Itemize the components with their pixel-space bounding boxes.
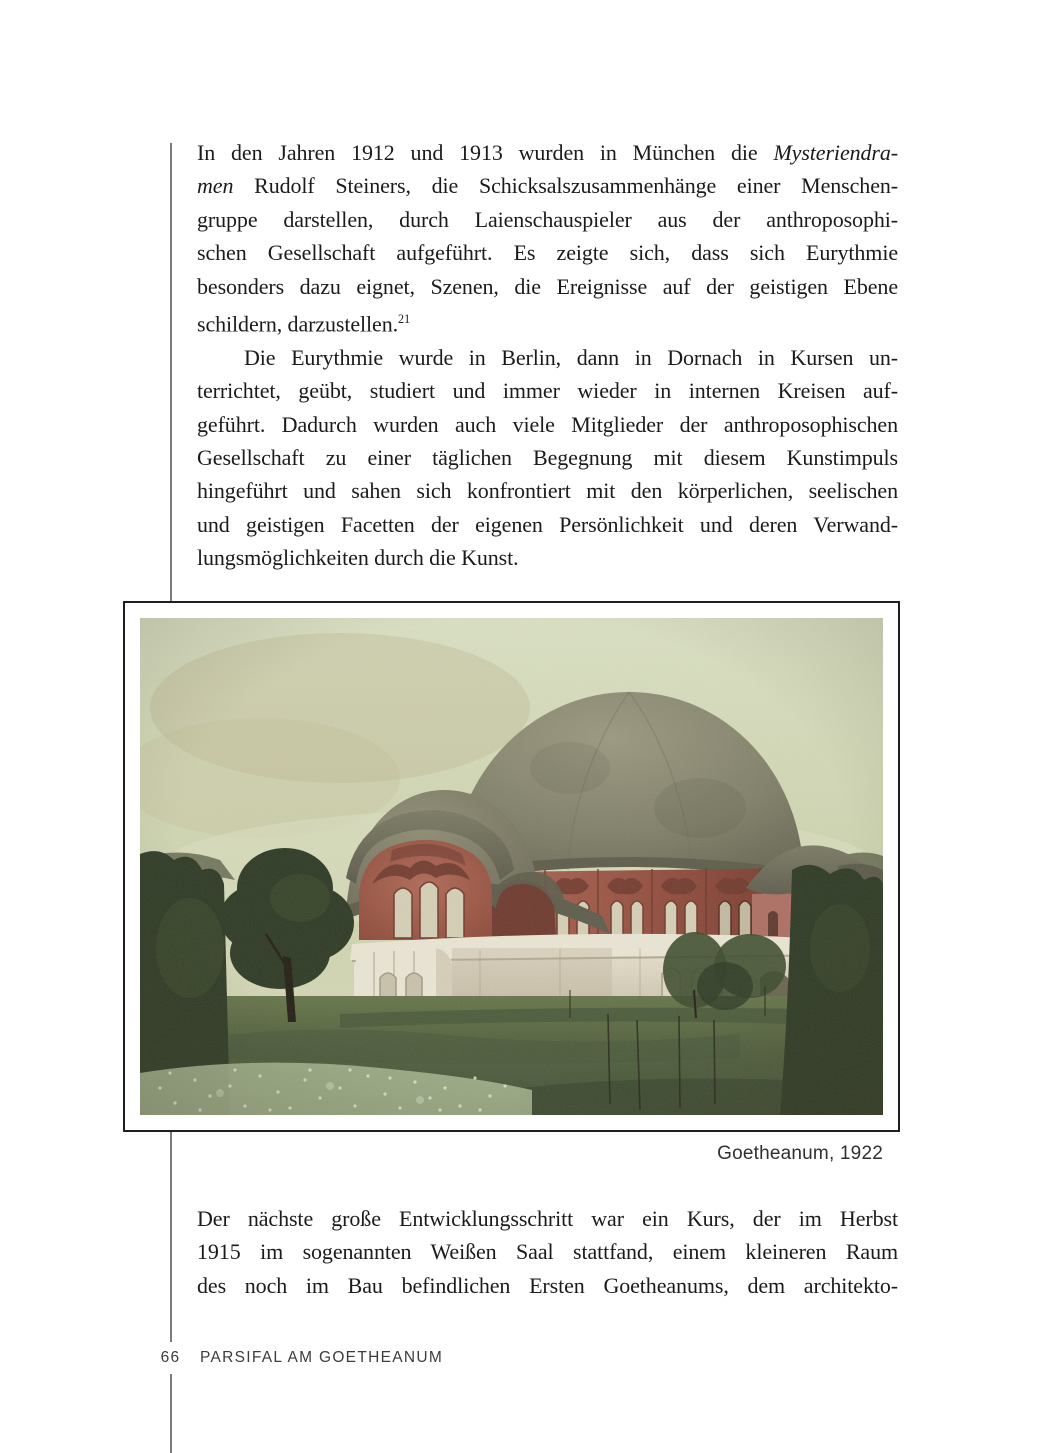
- text-line: [197, 270, 898, 303]
- margin-rule-middle: [170, 1132, 172, 1342]
- text-line: [197, 541, 898, 574]
- text-line: [197, 169, 898, 202]
- text-line: [197, 1269, 898, 1302]
- text-segment: besonders dazu eignet, Szenen, die Ereignisse auf der geistigen Ebene: [197, 273, 898, 299]
- margin-rule-upper: [170, 143, 172, 601]
- text-line: [197, 1202, 898, 1235]
- text-segment: Rudolf Steiners, die Schicksalszusammenhänge einer Menschen-: [233, 173, 898, 199]
- text-line: [197, 203, 898, 236]
- page-footer: [0, 1349, 1039, 1369]
- figure-frame: [123, 601, 900, 1132]
- goetheanum-photo: [140, 618, 883, 1115]
- text-segment: Mysteriendra-: [773, 140, 898, 165]
- figure-caption: Goetheanum, 1922: [717, 1143, 883, 1164]
- paragraph: [197, 341, 898, 575]
- body-text-above-figure: [197, 136, 898, 575]
- text-segment: und geistigen Facetten der eigenen Persönlichkeit und deren Verwand-: [197, 511, 898, 537]
- text-segment: 1915 im sogenannten Weißen Saal stattfand, einem kleineren Raum: [197, 1239, 898, 1265]
- text-line: [197, 408, 898, 441]
- text-line: [197, 508, 898, 541]
- paragraph: [197, 1202, 898, 1302]
- text-segment: Die Eurythmie wurde in Berlin, dann in Dornach in Kursen un-: [244, 344, 898, 370]
- running-title: PARSIFAL AM GOETHEANUM: [200, 1349, 444, 1366]
- text-line: [197, 136, 898, 169]
- text-line: [197, 374, 898, 407]
- text-line: [197, 341, 898, 374]
- text-segment: 21: [398, 312, 411, 327]
- text-segment: schildern, darzustellen.: [197, 311, 399, 337]
- paragraph: [197, 136, 898, 341]
- text-segment: In den Jahren 1912 und 1913 wurden in München die: [197, 140, 774, 165]
- text-segment: lungsmöglichkeiten durch die Kunst.: [197, 545, 519, 571]
- text-line: [197, 236, 898, 269]
- text-segment: terrichtet, geübt, studiert und immer wieder in internen Kreisen auf-: [197, 378, 898, 404]
- text-segment: gruppe darstellen, durch Laienschauspieler aus der anthroposophi-: [197, 206, 898, 232]
- text-line: [197, 1235, 898, 1268]
- photo-grain: [140, 618, 883, 1115]
- text-segment: men: [197, 173, 234, 199]
- text-line: [197, 303, 898, 341]
- body-text-below-figure: [197, 1202, 898, 1302]
- text-segment: Der nächste große Entwicklungsschritt war ein Kurs, der im Herbst: [197, 1206, 898, 1231]
- text-segment: schen Gesellschaft aufgeführt. Es zeigte sich, dass sich Eurythmie: [197, 240, 898, 266]
- text-segment: des noch im Bau befindlichen Ersten Goetheanums, dem architekto-: [197, 1272, 898, 1298]
- margin-rule-bottom: [170, 1374, 172, 1453]
- page-number: 66: [160, 1349, 181, 1366]
- text-segment: geführt. Dadurch wurden auch viele Mitglieder der anthroposophischen: [197, 411, 898, 437]
- text-segment: Gesellschaft zu einer täglichen Begegnung mit diesem Kunstimpuls: [197, 444, 898, 470]
- text-line: [197, 441, 898, 474]
- text-segment: hingeführt und sahen sich konfrontiert mit den körperlichen, seelischen: [197, 478, 898, 504]
- text-line: [197, 474, 898, 507]
